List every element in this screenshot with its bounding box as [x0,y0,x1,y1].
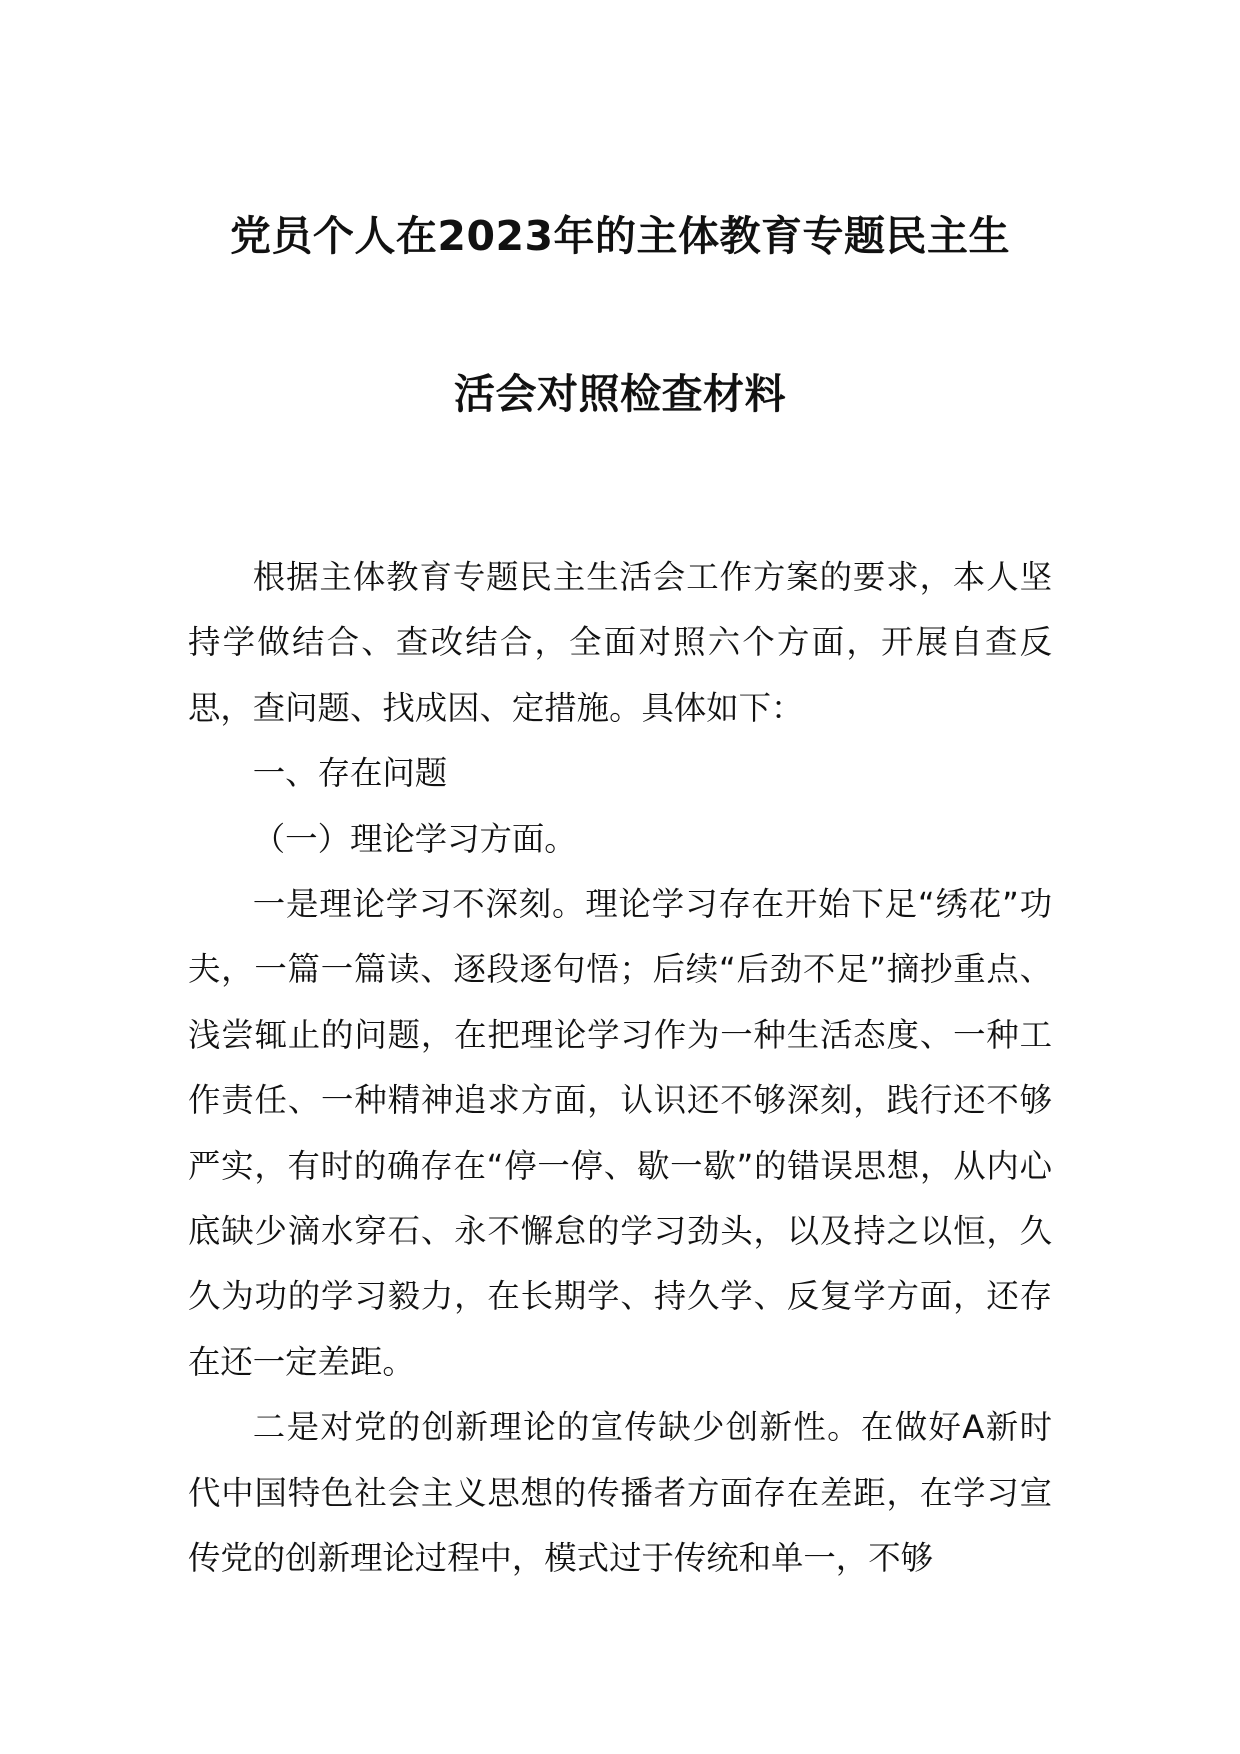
body-paragraph-2: 二是对党的创新理论的宣传缺少创新性。在做好A新时代中国特色社会主义思想的传播者方面存在差距，在学习宣传党的创新理论过程中，模式过于传统和单一，不够 [188,1408,1052,1578]
intro-paragraph: 根据主体教育专题民主生活会工作方案的要求，本人坚持学做结合、查改结合，全面对照六个方面，开展自查反思，查问题、找成因、定措施。具体如下： [188,558,1052,727]
section-heading: 一、存在问题 [252,754,448,793]
document-title-line-1: 党员个人在2023年的主体教育专题民主生 [229,212,1011,260]
document-title-line-2: 活会对照检查材料 [454,370,786,418]
subsection-heading: （一）理论学习方面。 [252,819,577,858]
body-paragraph-1: 一是理论学习不深刻。理论学习存在开始下足“绣花”功夫，一篇一篇读、逐段逐句悟；后续“后劲不足”摘抄重点、浅尝辄止的问题，在把理论学习作为一种生活态度、一种工作责任、一种精神追求方面，认识还不够深刻，践行还不够严实，有时的确存在“停一停、歇一歇”的错误思想，从内心底缺少滴水穿石、永不懈怠的学习劲头，以及持之以恒，久久为功的学习毅力，在长期学、持久学、反复学方面，还存在还一定差距。 [188,885,1052,1381]
document-body [188,545,1052,1592]
